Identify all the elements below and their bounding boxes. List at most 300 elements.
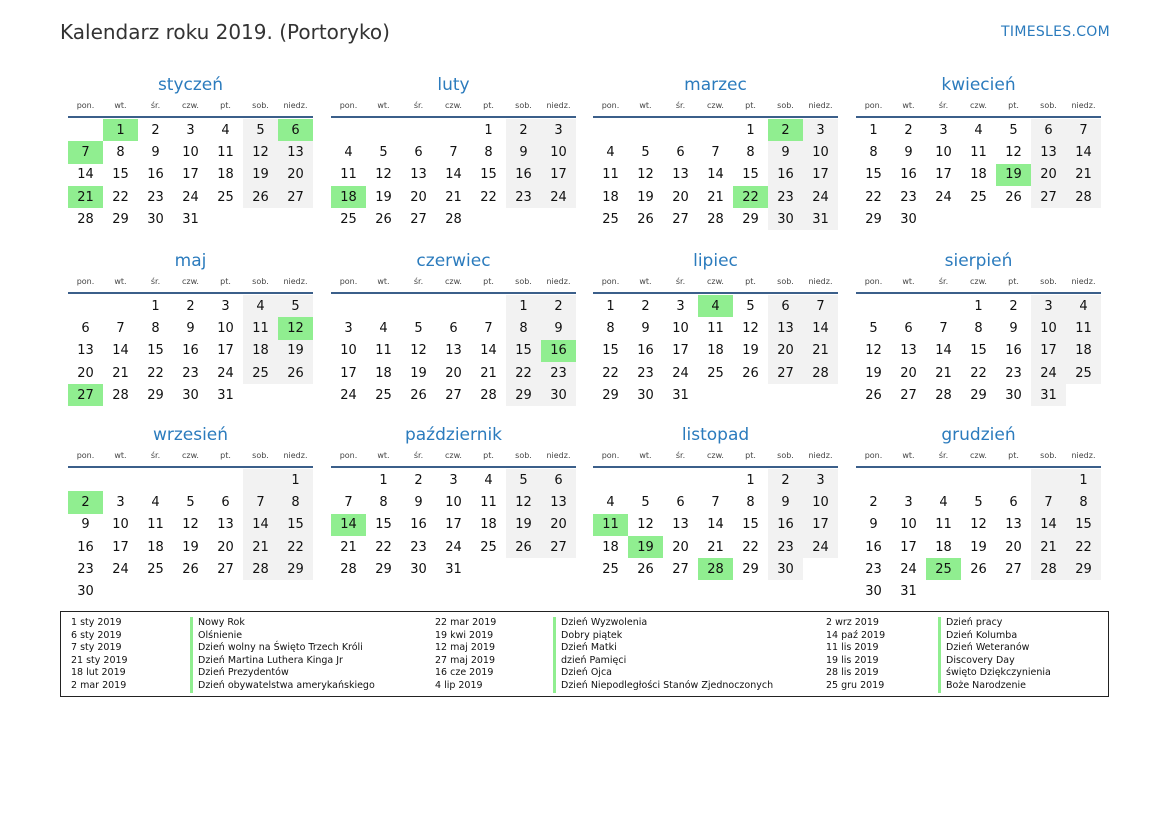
empty-cell bbox=[856, 469, 891, 491]
day-cell: 19 bbox=[410, 365, 427, 381]
day-cell: 10 bbox=[672, 320, 689, 336]
day-cell: 8 bbox=[746, 144, 755, 160]
weekday-label: śr. bbox=[150, 101, 161, 110]
empty-cell bbox=[961, 208, 996, 230]
day-cell: 12 bbox=[243, 141, 278, 163]
month-name: styczeń bbox=[157, 75, 224, 95]
empty-cell bbox=[506, 208, 541, 230]
holiday-date: 18 lut 2019 bbox=[71, 667, 126, 679]
day-cell: 2 bbox=[541, 295, 576, 317]
weekday-label: wt. bbox=[639, 101, 652, 110]
empty-cell bbox=[663, 119, 698, 141]
day-cell: 29 bbox=[602, 387, 619, 403]
day-cell: 8 bbox=[746, 494, 755, 510]
day-cell: 5 bbox=[506, 469, 541, 491]
day-cell: 5 bbox=[641, 494, 650, 510]
holiday-name: dzień Pamięci bbox=[561, 654, 627, 666]
holiday-name: Olśnienie bbox=[198, 629, 243, 641]
day-cell: 20 bbox=[278, 164, 313, 186]
day-cell: 19 bbox=[506, 514, 541, 536]
day-cell: 26 bbox=[506, 536, 541, 558]
holiday-name: Dzień Martina Luthera Kinga Jr bbox=[198, 654, 343, 666]
day-cell: 28 bbox=[112, 387, 129, 403]
site-link[interactable]: TIMESLES.COM bbox=[1001, 24, 1110, 40]
holiday-date: 1 sty 2019 bbox=[71, 617, 122, 628]
month-name: grudzień bbox=[941, 425, 1016, 445]
day-cell: 5 bbox=[1009, 122, 1018, 138]
empty-cell bbox=[1066, 208, 1101, 230]
holiday-date: 11 lis 2019 bbox=[826, 642, 879, 654]
month-12 bbox=[856, 422, 1101, 603]
day-cell: 10 bbox=[112, 517, 129, 533]
day-cell: 14 bbox=[77, 167, 94, 183]
day-cell: 15 bbox=[480, 167, 497, 183]
day-cell: 6 bbox=[1031, 119, 1066, 141]
day-cell: 25 bbox=[217, 189, 234, 205]
weekday-label: pon. bbox=[864, 451, 883, 460]
day-cell: 30 bbox=[637, 387, 654, 403]
weekday-label: śr. bbox=[675, 101, 686, 110]
day-cell: 26 bbox=[1005, 189, 1022, 205]
weekday-label: sob. bbox=[515, 277, 532, 286]
day-cell: 11 bbox=[935, 517, 952, 533]
empty-cell bbox=[926, 208, 961, 230]
holiday-date: 19 kwi 2019 bbox=[435, 629, 494, 641]
weekday-label: sob. bbox=[252, 451, 269, 460]
day-cell: 7 bbox=[1066, 119, 1101, 141]
day-cell: 17 bbox=[1031, 340, 1066, 362]
day-cell: 9 bbox=[641, 320, 650, 336]
day-cell: 18 bbox=[217, 167, 234, 183]
day-cell: 31 bbox=[900, 584, 917, 600]
weekday-label: pt. bbox=[745, 451, 756, 460]
empty-cell bbox=[436, 119, 471, 141]
day-cell: 19 bbox=[243, 164, 278, 186]
day-cell: 27 bbox=[672, 211, 689, 227]
weekday-label: wt. bbox=[377, 277, 390, 286]
day-cell: 30 bbox=[147, 211, 164, 227]
day-cell: 19 bbox=[742, 343, 759, 359]
day-cell: 15 bbox=[147, 343, 164, 359]
day-cell: 11 bbox=[707, 320, 724, 336]
day-cell: 16 bbox=[77, 539, 94, 555]
legend-dates-column bbox=[826, 617, 885, 693]
day-cell: 16 bbox=[900, 167, 917, 183]
day-cell: 14 bbox=[803, 317, 838, 339]
day-cell: 22 bbox=[742, 539, 759, 555]
month-9 bbox=[68, 422, 313, 603]
day-cell: 17 bbox=[112, 539, 129, 555]
weekday-label: sob. bbox=[777, 101, 794, 110]
day-cell: 6 bbox=[904, 320, 913, 336]
day-cell: 10 bbox=[217, 320, 234, 336]
day-cell: 8 bbox=[1066, 491, 1101, 513]
weekday-label: śr. bbox=[150, 277, 161, 286]
day-cell: 26 bbox=[278, 362, 313, 384]
weekday-label: pt. bbox=[745, 101, 756, 110]
day-cell: 13 bbox=[77, 343, 94, 359]
empty-cell bbox=[278, 208, 313, 230]
day-cell: 29 bbox=[865, 211, 882, 227]
day-cell: 15 bbox=[742, 517, 759, 533]
day-cell: 16 bbox=[410, 517, 427, 533]
day-cell: 8 bbox=[379, 494, 388, 510]
day-cell: 1 bbox=[379, 472, 388, 488]
day-cell: 24 bbox=[803, 536, 838, 558]
empty-cell bbox=[856, 295, 891, 317]
day-cell: 9 bbox=[768, 491, 803, 513]
empty-cell bbox=[768, 384, 803, 406]
day-cell: 5 bbox=[414, 320, 423, 336]
day-cell: 10 bbox=[445, 494, 462, 510]
holiday-day-cell: 2 bbox=[768, 119, 803, 141]
weekday-label: czw. bbox=[182, 277, 199, 286]
empty-cell bbox=[1031, 208, 1066, 230]
day-cell: 4 bbox=[221, 122, 230, 138]
day-cell: 15 bbox=[112, 167, 129, 183]
day-cell: 23 bbox=[506, 186, 541, 208]
day-cell: 23 bbox=[768, 186, 803, 208]
day-cell: 5 bbox=[379, 144, 388, 160]
weekday-label: pt. bbox=[483, 101, 494, 110]
day-cell: 28 bbox=[803, 362, 838, 384]
empty-cell bbox=[698, 384, 733, 406]
day-cell: 21 bbox=[1031, 536, 1066, 558]
day-cell: 1 bbox=[1066, 469, 1101, 491]
holiday-name: Dzień pracy bbox=[946, 617, 1003, 628]
month-5 bbox=[68, 248, 313, 406]
empty-cell bbox=[593, 469, 628, 491]
day-cell: 11 bbox=[147, 517, 164, 533]
day-cell: 29 bbox=[147, 387, 164, 403]
holiday-day-cell: 16 bbox=[541, 340, 576, 362]
day-cell: 8 bbox=[278, 491, 313, 513]
day-cell: 20 bbox=[445, 365, 462, 381]
day-cell: 11 bbox=[602, 167, 619, 183]
holiday-day-cell: 21 bbox=[68, 186, 103, 208]
day-cell: 25 bbox=[340, 211, 357, 227]
month-10 bbox=[331, 422, 576, 580]
weekday-label: czw. bbox=[970, 451, 987, 460]
weekday-header bbox=[856, 98, 1101, 118]
empty-cell bbox=[331, 295, 366, 317]
day-cell: 3 bbox=[221, 298, 230, 314]
day-cell: 22 bbox=[147, 365, 164, 381]
day-cell: 30 bbox=[1005, 387, 1022, 403]
day-cell: 15 bbox=[970, 343, 987, 359]
day-cell: 24 bbox=[935, 189, 952, 205]
day-cell: 17 bbox=[541, 164, 576, 186]
day-cell: 10 bbox=[803, 491, 838, 513]
holiday-name: święto Dziękczynienia bbox=[946, 667, 1051, 679]
day-cell: 26 bbox=[970, 561, 987, 577]
weekday-label: niedz. bbox=[283, 277, 308, 286]
month-2 bbox=[331, 72, 576, 230]
day-cell: 4 bbox=[974, 122, 983, 138]
weekday-label: śr. bbox=[413, 451, 424, 460]
empty-cell bbox=[961, 469, 996, 491]
day-cell: 24 bbox=[340, 387, 357, 403]
holiday-date: 21 sty 2019 bbox=[71, 654, 128, 666]
empty-cell bbox=[1031, 580, 1066, 602]
day-cell: 3 bbox=[344, 320, 353, 336]
legend-dates-column bbox=[71, 617, 128, 693]
day-cell: 6 bbox=[81, 320, 90, 336]
day-cell: 9 bbox=[1009, 320, 1018, 336]
day-cell: 10 bbox=[803, 141, 838, 163]
empty-cell bbox=[278, 580, 313, 602]
day-cell: 4 bbox=[606, 494, 615, 510]
day-cell: 5 bbox=[186, 494, 195, 510]
weekday-label: sob. bbox=[777, 277, 794, 286]
day-cell: 31 bbox=[672, 387, 689, 403]
empty-cell bbox=[593, 119, 628, 141]
day-cell: 30 bbox=[182, 387, 199, 403]
day-grid bbox=[68, 119, 313, 230]
day-cell: 21 bbox=[935, 365, 952, 381]
empty-cell bbox=[103, 295, 138, 317]
empty-cell bbox=[401, 295, 436, 317]
day-cell: 2 bbox=[869, 494, 878, 510]
weekday-header bbox=[856, 448, 1101, 468]
day-cell: 3 bbox=[449, 472, 458, 488]
day-cell: 28 bbox=[445, 211, 462, 227]
holiday-date: 6 sty 2019 bbox=[71, 629, 122, 641]
day-cell: 22 bbox=[602, 365, 619, 381]
weekday-label: śr. bbox=[413, 101, 424, 110]
weekday-label: pon. bbox=[339, 451, 358, 460]
weekday-label: sob. bbox=[252, 101, 269, 110]
day-cell: 3 bbox=[186, 122, 195, 138]
day-cell: 8 bbox=[606, 320, 615, 336]
day-cell: 2 bbox=[414, 472, 423, 488]
day-cell: 20 bbox=[672, 539, 689, 555]
day-cell: 21 bbox=[112, 365, 129, 381]
day-cell: 9 bbox=[869, 517, 878, 533]
day-cell: 12 bbox=[375, 167, 392, 183]
day-cell: 2 bbox=[186, 298, 195, 314]
day-cell: 15 bbox=[602, 343, 619, 359]
day-cell: 23 bbox=[637, 365, 654, 381]
holiday-day-cell: 6 bbox=[278, 119, 313, 141]
holiday-day-cell: 12 bbox=[278, 317, 313, 339]
empty-cell bbox=[208, 469, 243, 491]
day-grid bbox=[856, 295, 1101, 406]
holiday-day-cell: 19 bbox=[996, 164, 1031, 186]
weekday-label: niedz. bbox=[1071, 451, 1096, 460]
weekday-label: sob. bbox=[515, 451, 532, 460]
day-cell: 13 bbox=[278, 141, 313, 163]
day-cell: 21 bbox=[707, 539, 724, 555]
empty-cell bbox=[208, 208, 243, 230]
day-cell: 17 bbox=[803, 514, 838, 536]
holiday-date: 16 cze 2019 bbox=[435, 667, 494, 679]
empty-cell bbox=[996, 208, 1031, 230]
day-cell: 27 bbox=[768, 362, 803, 384]
holiday-date: 2 wrz 2019 bbox=[826, 617, 879, 628]
day-cell: 24 bbox=[672, 365, 689, 381]
day-cell: 25 bbox=[602, 211, 619, 227]
weekday-label: wt. bbox=[377, 101, 390, 110]
month-name: listopad bbox=[681, 425, 750, 445]
day-cell: 3 bbox=[803, 119, 838, 141]
day-cell: 13 bbox=[1031, 141, 1066, 163]
empty-cell bbox=[803, 384, 838, 406]
weekday-label: czw. bbox=[445, 277, 462, 286]
weekday-label: sob. bbox=[1040, 101, 1057, 110]
day-cell: 18 bbox=[970, 167, 987, 183]
day-cell: 16 bbox=[637, 343, 654, 359]
day-cell: 5 bbox=[278, 295, 313, 317]
day-cell: 31 bbox=[182, 211, 199, 227]
month-name: kwiecień bbox=[941, 75, 1016, 95]
weekday-header bbox=[331, 448, 576, 468]
holiday-date: 12 maj 2019 bbox=[435, 642, 496, 654]
weekday-label: sob. bbox=[515, 101, 532, 110]
day-cell: 1 bbox=[746, 122, 755, 138]
weekday-label: sob. bbox=[1040, 277, 1057, 286]
day-cell: 26 bbox=[865, 387, 882, 403]
day-cell: 13 bbox=[1005, 517, 1022, 533]
day-cell: 12 bbox=[637, 167, 654, 183]
day-cell: 23 bbox=[541, 362, 576, 384]
day-cell: 15 bbox=[865, 167, 882, 183]
holiday-name: Dzień Weteranów bbox=[946, 642, 1030, 654]
day-cell: 20 bbox=[541, 514, 576, 536]
day-cell: 9 bbox=[81, 517, 90, 533]
day-cell: 3 bbox=[116, 494, 125, 510]
empty-cell bbox=[243, 580, 278, 602]
day-cell: 23 bbox=[1005, 365, 1022, 381]
day-cell: 14 bbox=[480, 343, 497, 359]
empty-cell bbox=[1031, 469, 1066, 491]
day-cell: 17 bbox=[340, 365, 357, 381]
day-cell: 18 bbox=[602, 189, 619, 205]
weekday-label: pt. bbox=[1008, 277, 1019, 286]
day-cell: 7 bbox=[711, 494, 720, 510]
day-cell: 17 bbox=[182, 167, 199, 183]
weekday-label: niedz. bbox=[1071, 101, 1096, 110]
day-cell: 21 bbox=[243, 536, 278, 558]
day-cell: 3 bbox=[803, 469, 838, 491]
day-cell: 26 bbox=[182, 561, 199, 577]
empty-cell bbox=[331, 119, 366, 141]
weekday-header bbox=[331, 274, 576, 294]
day-cell: 11 bbox=[243, 317, 278, 339]
day-cell: 20 bbox=[1031, 164, 1066, 186]
day-cell: 9 bbox=[506, 141, 541, 163]
day-cell: 23 bbox=[900, 189, 917, 205]
day-cell: 13 bbox=[672, 167, 689, 183]
weekday-label: pon. bbox=[601, 451, 620, 460]
day-cell: 24 bbox=[217, 365, 234, 381]
day-cell: 26 bbox=[742, 365, 759, 381]
day-cell: 4 bbox=[606, 144, 615, 160]
day-cell: 22 bbox=[1066, 536, 1101, 558]
day-cell: 17 bbox=[935, 167, 952, 183]
day-cell: 25 bbox=[1066, 362, 1101, 384]
day-cell: 14 bbox=[243, 514, 278, 536]
legend-dates-column bbox=[435, 617, 496, 693]
empty-cell bbox=[331, 469, 366, 491]
weekday-label: sob. bbox=[777, 451, 794, 460]
weekday-label: niedz. bbox=[283, 451, 308, 460]
weekday-header bbox=[331, 98, 576, 118]
day-cell: 11 bbox=[375, 343, 392, 359]
month-name: czerwiec bbox=[416, 251, 491, 271]
holiday-name: Discovery Day bbox=[946, 654, 1015, 666]
day-cell: 30 bbox=[410, 561, 427, 577]
day-cell: 1 bbox=[869, 122, 878, 138]
holiday-name: Dzień Wyzwolenia bbox=[561, 617, 648, 628]
day-cell: 27 bbox=[410, 211, 427, 227]
weekday-label: sob. bbox=[1040, 451, 1057, 460]
day-cell: 13 bbox=[445, 343, 462, 359]
day-cell: 29 bbox=[375, 561, 392, 577]
weekday-label: sob. bbox=[252, 277, 269, 286]
day-cell: 12 bbox=[1005, 144, 1022, 160]
weekday-label: czw. bbox=[707, 277, 724, 286]
day-cell: 30 bbox=[541, 384, 576, 406]
day-cell: 18 bbox=[1066, 340, 1101, 362]
day-cell: 3 bbox=[541, 119, 576, 141]
month-name: wrzesień bbox=[152, 425, 229, 445]
empty-cell bbox=[628, 119, 663, 141]
day-grid bbox=[68, 295, 313, 406]
day-cell: 15 bbox=[506, 340, 541, 362]
empty-cell bbox=[366, 119, 401, 141]
day-cell: 3 bbox=[904, 494, 913, 510]
weekday-label: śr. bbox=[938, 277, 949, 286]
day-cell: 27 bbox=[1005, 561, 1022, 577]
day-cell: 31 bbox=[445, 561, 462, 577]
weekday-label: pon. bbox=[864, 277, 883, 286]
weekday-label: niedz. bbox=[546, 101, 571, 110]
day-cell: 14 bbox=[1066, 141, 1101, 163]
day-cell: 18 bbox=[707, 343, 724, 359]
day-cell: 5 bbox=[974, 494, 983, 510]
weekday-label: pt. bbox=[1008, 101, 1019, 110]
holiday-day-cell: 19 bbox=[628, 536, 663, 558]
day-cell: 20 bbox=[410, 189, 427, 205]
day-cell: 1 bbox=[974, 298, 983, 314]
weekday-label: niedz. bbox=[808, 277, 833, 286]
day-cell: 10 bbox=[182, 144, 199, 160]
day-cell: 22 bbox=[112, 189, 129, 205]
day-cell: 14 bbox=[445, 167, 462, 183]
day-cell: 18 bbox=[480, 517, 497, 533]
holiday-name: Dzień wolny na Święto Trzech Króli bbox=[198, 642, 363, 654]
empty-cell bbox=[698, 469, 733, 491]
day-cell: 2 bbox=[506, 119, 541, 141]
day-cell: 13 bbox=[900, 343, 917, 359]
day-cell: 26 bbox=[637, 561, 654, 577]
day-cell: 11 bbox=[970, 144, 987, 160]
weekday-header bbox=[593, 448, 838, 468]
empty-cell bbox=[401, 119, 436, 141]
empty-cell bbox=[208, 580, 243, 602]
holiday-name: Dobry piątek bbox=[561, 629, 623, 641]
day-grid bbox=[331, 469, 576, 580]
empty-cell bbox=[1066, 384, 1101, 406]
day-cell: 16 bbox=[768, 164, 803, 186]
weekday-label: pon. bbox=[339, 277, 358, 286]
day-cell: 30 bbox=[768, 558, 803, 580]
day-cell: 11 bbox=[217, 144, 234, 160]
holiday-day-cell: 22 bbox=[733, 186, 768, 208]
day-cell: 4 bbox=[1066, 295, 1101, 317]
empty-cell bbox=[243, 469, 278, 491]
